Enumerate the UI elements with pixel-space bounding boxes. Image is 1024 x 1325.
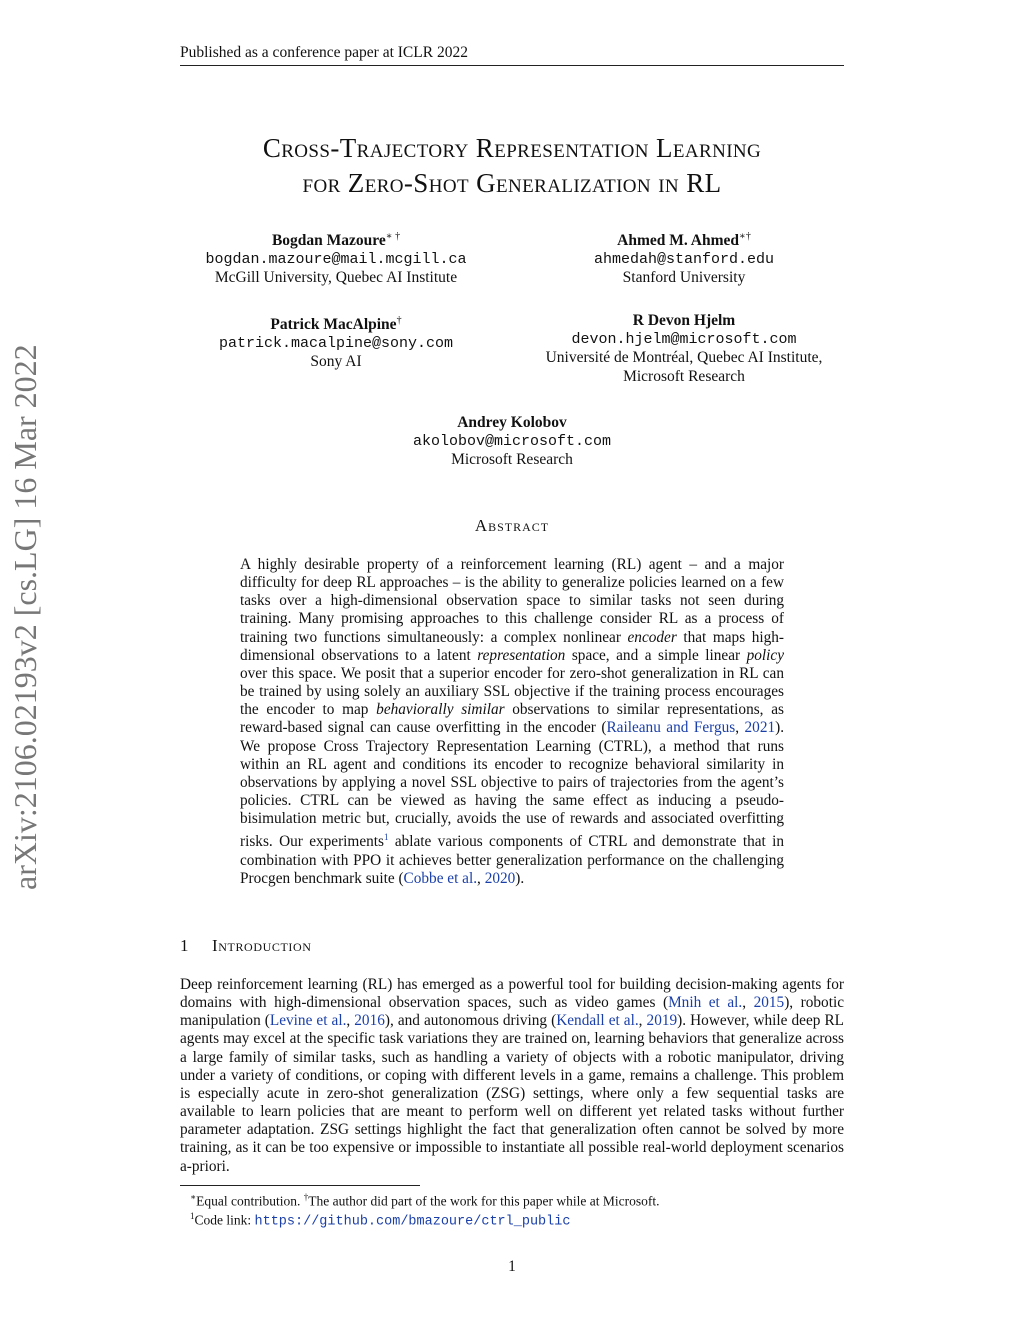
author-affiliation-2: Microsoft Research xyxy=(623,367,745,385)
footnote-equal-contribution: ∗Equal contribution. †The author did part of the work for this paper while at Microsoft. xyxy=(190,1192,660,1209)
author-email[interactable]: ahmedah@stanford.edu xyxy=(593,250,775,268)
page-number: 1 xyxy=(508,1258,516,1275)
author-name: Bogdan Mazoure xyxy=(271,232,386,250)
citation-link[interactable]: Raileanu and Fergus xyxy=(606,719,736,737)
author-affiliation: Microsoft Research xyxy=(451,451,573,468)
citation-link[interactable]: Mnih et al. xyxy=(668,994,743,1012)
author-affiliation: Université de Montréal, Quebec AI Institute, xyxy=(545,349,823,366)
section-number: 1 xyxy=(180,936,190,955)
author-name: R Devon Hjelm xyxy=(632,312,736,329)
author-marks: ∗ † xyxy=(385,231,401,242)
abstract-body: A highly desirable property of a reinforcement learning (RL) agent – and a major difficulty for deep RL approaches – is the ability to generalize policies learned on a few tasks over a high-dimensional observation space to similar tasks not seen during training. Many promising approaches to this challenge consider RL as a process of training two functions simultaneously: a complex nonlinear encoder that maps high-dimensional observations to a latent representation space, and a simple linear policy over this space. We posit that a superior encoder for zero-shot generalization in RL can be trained by using solely an auxiliary SSL objective if the training process encourages the encoder to map behaviorally similar observations to similar representations, as reward-based signal can cause overfitting in the encoder (Raileanu and Fergus, 2021). We propose Cross Trajectory Representation Learning (CTRL), a method that runs within an RL agent and conditions its encoder to recognize behavioral similarity in observations by applying a novel SSL objective to pairs of trajectories from the agent’s policies. CTRL can be viewed as having the same effect as inducing a pseudo-bisimulation metric but, crucially, avoids the use of rewards and associated overfitting risks. Our experiments$^1$ ablate various components of CTRL and demonstrate that in combination with PPO it achieves better generalization performance on the challenging Procgen benchmark suite (Cobbe et al., 2020). xyxy=(240,556,785,887)
author-block xyxy=(156,312,516,372)
section-title: Introduction xyxy=(212,936,312,955)
code-link[interactable]: https://github.com/bmazoure/ctrl_public xyxy=(254,1214,571,1230)
emphasis: policy xyxy=(746,646,784,664)
citation-link[interactable]: 2021 xyxy=(744,719,776,737)
author-marks: † xyxy=(396,315,402,326)
author-name: Andrey Kolobov xyxy=(457,414,567,431)
citation-link[interactable]: 2019 xyxy=(646,1012,678,1030)
emphasis: representation xyxy=(477,646,566,664)
citation-link[interactable]: 2015 xyxy=(753,994,785,1012)
author-block xyxy=(504,228,864,288)
citation-link[interactable]: Levine et al. xyxy=(269,1012,347,1030)
author-email[interactable]: bogdan.mazoure@mail.mcgill.ca xyxy=(205,250,467,268)
running-header: Published as a conference paper at ICLR 2022 xyxy=(180,44,468,61)
author-name: Patrick MacAlpine xyxy=(270,316,397,334)
header-rule xyxy=(180,65,844,66)
arxiv-side-stamp: arXiv:2106.02193v2 [cs.LG] 16 Mar 2022 xyxy=(7,344,43,890)
citation-link[interactable]: 2020 xyxy=(484,869,516,887)
author-affiliation: McGill University, Quebec AI Institute xyxy=(214,269,458,287)
citation-link[interactable]: Kendall et al. xyxy=(556,1012,639,1030)
author-email[interactable]: patrick.macalpine@sony.com xyxy=(218,334,454,352)
introduction-body: Deep reinforcement learning (RL) has emerged as a powerful tool for building decision-making agents for domains with high-dimensional observation spaces, such as video games (Mnih et al., 2015), robotic manipulation (Levine et al., 2016), and autonomous driving (Kendall et al., 2019). However, while deep RL agents may excel at the specific task variations they are trained on, learning behaviors that generalize across a large family of similar tasks, such as handling a variety of objects with a robotic manipulator, driving under a variety of conditions, or coping with different levels in a game, remains a challenge. This problem is especially acute in zero-shot generalization (ZSG) settings, where only a few sequential tasks are available to learn policies that are meant to perform well on different yet related tasks without further parameter adaptation. ZSG settings highlight the fact that generalization often cannot be solved by more training, as it can be too expensive or impossible to instantiate all possible real-world deployment scenarios a-priori. xyxy=(180,976,844,1175)
footnote-code-link: $^1$Code link: https://github.com/bmazoure/ctrl_public xyxy=(190,1211,571,1230)
section-heading-introduction xyxy=(180,936,312,956)
citation-link[interactable]: Cobbe et al. xyxy=(403,869,478,887)
author-affiliation: Stanford University xyxy=(622,269,746,287)
author-name: Ahmed M. Ahmed xyxy=(617,232,740,250)
author-block xyxy=(156,228,516,288)
paper-title-line-2: for Zero-Shot Generalization in RL xyxy=(302,168,722,198)
footnote-rule xyxy=(180,1185,420,1186)
footnote-marker[interactable]: 1 xyxy=(383,832,389,843)
author-block xyxy=(504,312,864,386)
abstract-heading: Abstract xyxy=(474,516,550,535)
paper-title-line-1: Cross-Trajectory Representation Learning xyxy=(262,133,762,163)
author-block xyxy=(332,414,692,470)
emphasis: behaviorally similar xyxy=(376,701,505,719)
author-marks: ∗† xyxy=(739,231,751,242)
emphasis: encoder xyxy=(627,628,677,646)
author-affiliation: Sony AI xyxy=(310,353,362,371)
author-email[interactable]: devon.hjelm@microsoft.com xyxy=(571,330,797,348)
author-email[interactable]: akolobov@microsoft.com xyxy=(412,432,612,450)
citation-link[interactable]: 2016 xyxy=(354,1012,385,1030)
